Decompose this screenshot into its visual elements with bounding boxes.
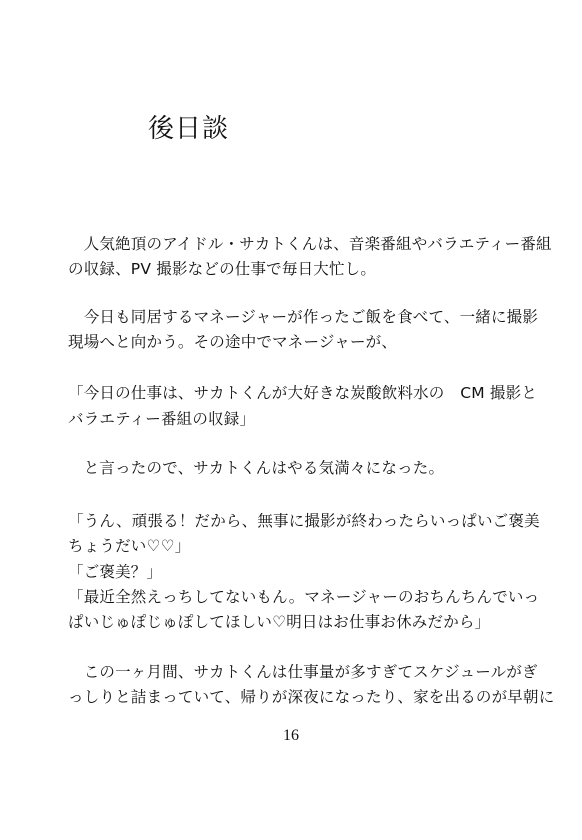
body-line: バラエティー番組の収録」 [68,410,256,428]
body-line: っしりと詰まっていて、帰りが深夜になったり、家を出るのが早朝に [68,688,555,706]
body-line: 「最近全然えっちしてないもん。マネージャーのおちんちんでいっ [68,588,540,606]
body-line: この一ヶ月間、サカトくんは仕事量が多すぎてスケジュールがぎ [68,663,538,681]
body-line: 「うん、頑張る！だから、無事に撮影が終わったらいっぱいご褒美 [68,512,540,530]
body-line: 人気絶頂のアイドル・サカトくんは、音楽番組やバラエティー番組 [68,235,552,253]
body-line: 「今日の仕事は、サカトくんが大好きな炭酸飲料水の CM 撮影と [68,384,538,402]
body-line: 今日も同居するマネージャーが作ったご飯を食べて、一緒に撮影 [68,308,539,326]
body-line: ぱいじゅぽじゅぽしてほしい♡明日はお仕事お休みだから」 [68,613,491,631]
body-line: の収録、PV 撮影などの仕事で毎日大忙し。 [68,260,377,278]
body-line: と言ったので、サカトくんはやる気満々になった。 [68,459,445,477]
body-line: 「ご褒美？」 [68,563,163,581]
body-line: 現場へと向かう。その途中でマネージャーが、 [68,333,398,351]
page-number: 16 [283,727,299,744]
body-line: ちょうだい♡♡」 [68,537,191,555]
chapter-title: 後日談 [148,114,230,144]
